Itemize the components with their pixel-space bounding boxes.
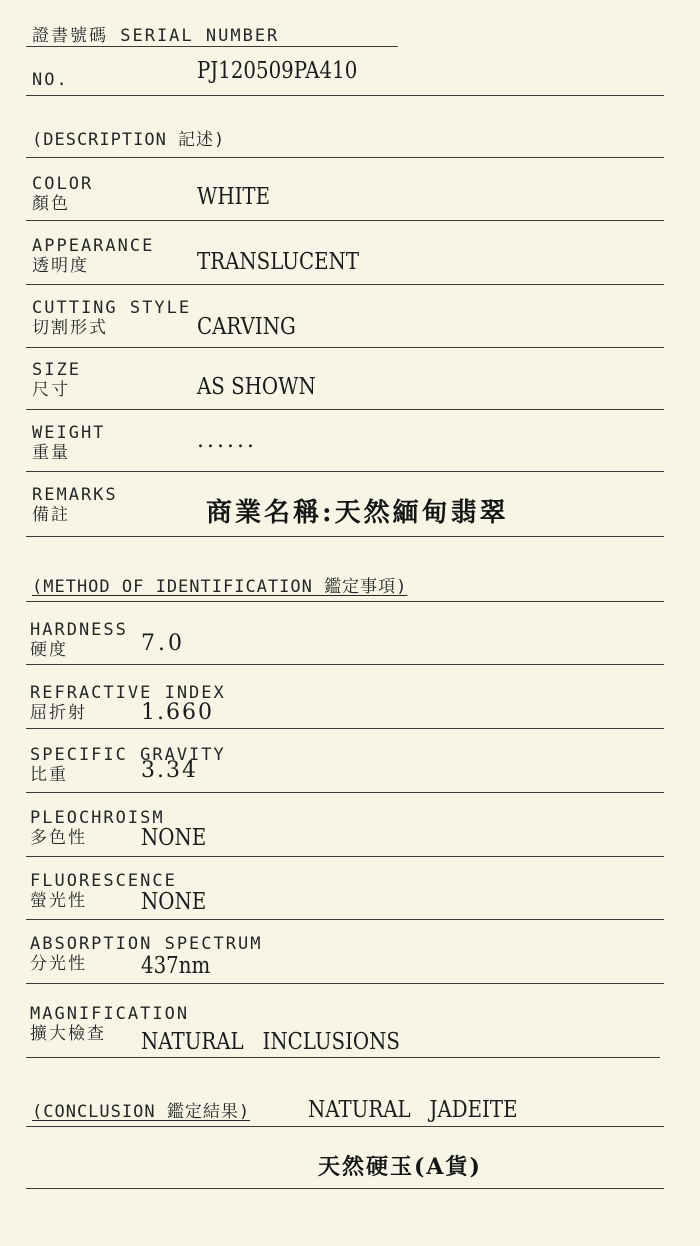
divider [26, 1188, 664, 1189]
appearance-label-zh: 透明度 [32, 256, 89, 276]
divider [26, 856, 664, 857]
refractive-index-value: 1.660 [141, 700, 214, 725]
divider [26, 347, 664, 348]
weight-value: ...... [197, 428, 257, 453]
size-value: AS SHOWN [197, 374, 316, 400]
serial-underline [26, 46, 398, 47]
size-label-zh: 尺寸 [32, 380, 70, 400]
refractive-index-label-zh: 屈折射 [30, 703, 87, 723]
divider [26, 792, 664, 793]
color-label-zh: 顏色 [32, 194, 70, 214]
absorption-spectrum-label-en: ABSORPTION SPECTRUM [30, 934, 263, 954]
pleochroism-label-zh: 多色性 [30, 828, 87, 848]
specific-gravity-value: 3.34 [141, 758, 198, 783]
magnification-label-en: MAGNIFICATION [30, 1004, 190, 1024]
pleochroism-label-en: PLEOCHROISM [30, 808, 165, 828]
hardness-label-zh: 硬度 [30, 640, 68, 660]
serial-number-label: 證書號碼 SERIAL NUMBER [32, 26, 280, 46]
fluorescence-label-en: FLUORESCENCE [30, 871, 177, 891]
divider [26, 536, 664, 537]
conclusion-value: NATURAL JADEITE [308, 1097, 518, 1123]
fluorescence-label-zh: 螢光性 [30, 891, 87, 911]
divider [26, 409, 664, 410]
divider [26, 728, 664, 729]
divider [26, 1126, 664, 1127]
remarks-label-zh: 備註 [32, 505, 70, 525]
divider [26, 95, 664, 96]
divider [26, 220, 664, 221]
no-label: NO. [32, 70, 69, 90]
divider [26, 284, 664, 285]
pleochroism-value: NONE [141, 825, 207, 851]
conclusion-value-zh: 天然硬玉(A貨) [318, 1154, 482, 1180]
divider [26, 601, 664, 602]
weight-label-en: WEIGHT [32, 423, 106, 443]
color-value: WHITE [197, 184, 271, 210]
divider [26, 471, 664, 472]
specific-gravity-label-zh: 比重 [30, 765, 68, 785]
magnification-value: NATURAL INCLUSIONS [141, 1029, 400, 1055]
conclusion-section-title: (CONCLUSION 鑑定結果) [32, 1102, 251, 1122]
remarks-label-en: REMARKS [32, 485, 118, 505]
divider [26, 919, 664, 920]
absorption-spectrum-value: 437nm [141, 953, 211, 979]
cutting-style-label-en: CUTTING STYLE [32, 298, 192, 318]
absorption-spectrum-label-zh: 分光性 [30, 954, 87, 974]
divider [26, 983, 664, 984]
identification-section-title: (METHOD OF IDENTIFICATION 鑑定事項) [32, 577, 408, 597]
hardness-label-en: HARDNESS [30, 620, 128, 640]
cutting-style-label-zh: 切割形式 [32, 318, 108, 338]
specific-gravity-label-en: SPECIFIC GRAVITY [30, 745, 226, 765]
appearance-value: TRANSLUCENT [197, 249, 360, 275]
divider [26, 664, 664, 665]
color-label-en: COLOR [32, 174, 94, 194]
weight-label-zh: 重量 [32, 443, 70, 463]
appearance-label-en: APPEARANCE [32, 236, 155, 256]
refractive-index-label-en: REFRACTIVE INDEX [30, 683, 226, 703]
cutting-style-value: CARVING [197, 314, 296, 340]
magnification-label-zh: 擴大檢查 [30, 1024, 106, 1044]
description-section-title: (DESCRIPTION 記述) [32, 130, 226, 150]
remarks-value: 商業名稱:天然緬甸翡翠 [206, 498, 509, 528]
size-label-en: SIZE [32, 360, 81, 380]
fluorescence-value: NONE [141, 889, 207, 915]
hardness-value: 7.0 [141, 631, 185, 656]
divider [26, 1057, 660, 1058]
serial-number-value: PJ120509PA410 [197, 58, 358, 84]
divider [26, 157, 664, 158]
